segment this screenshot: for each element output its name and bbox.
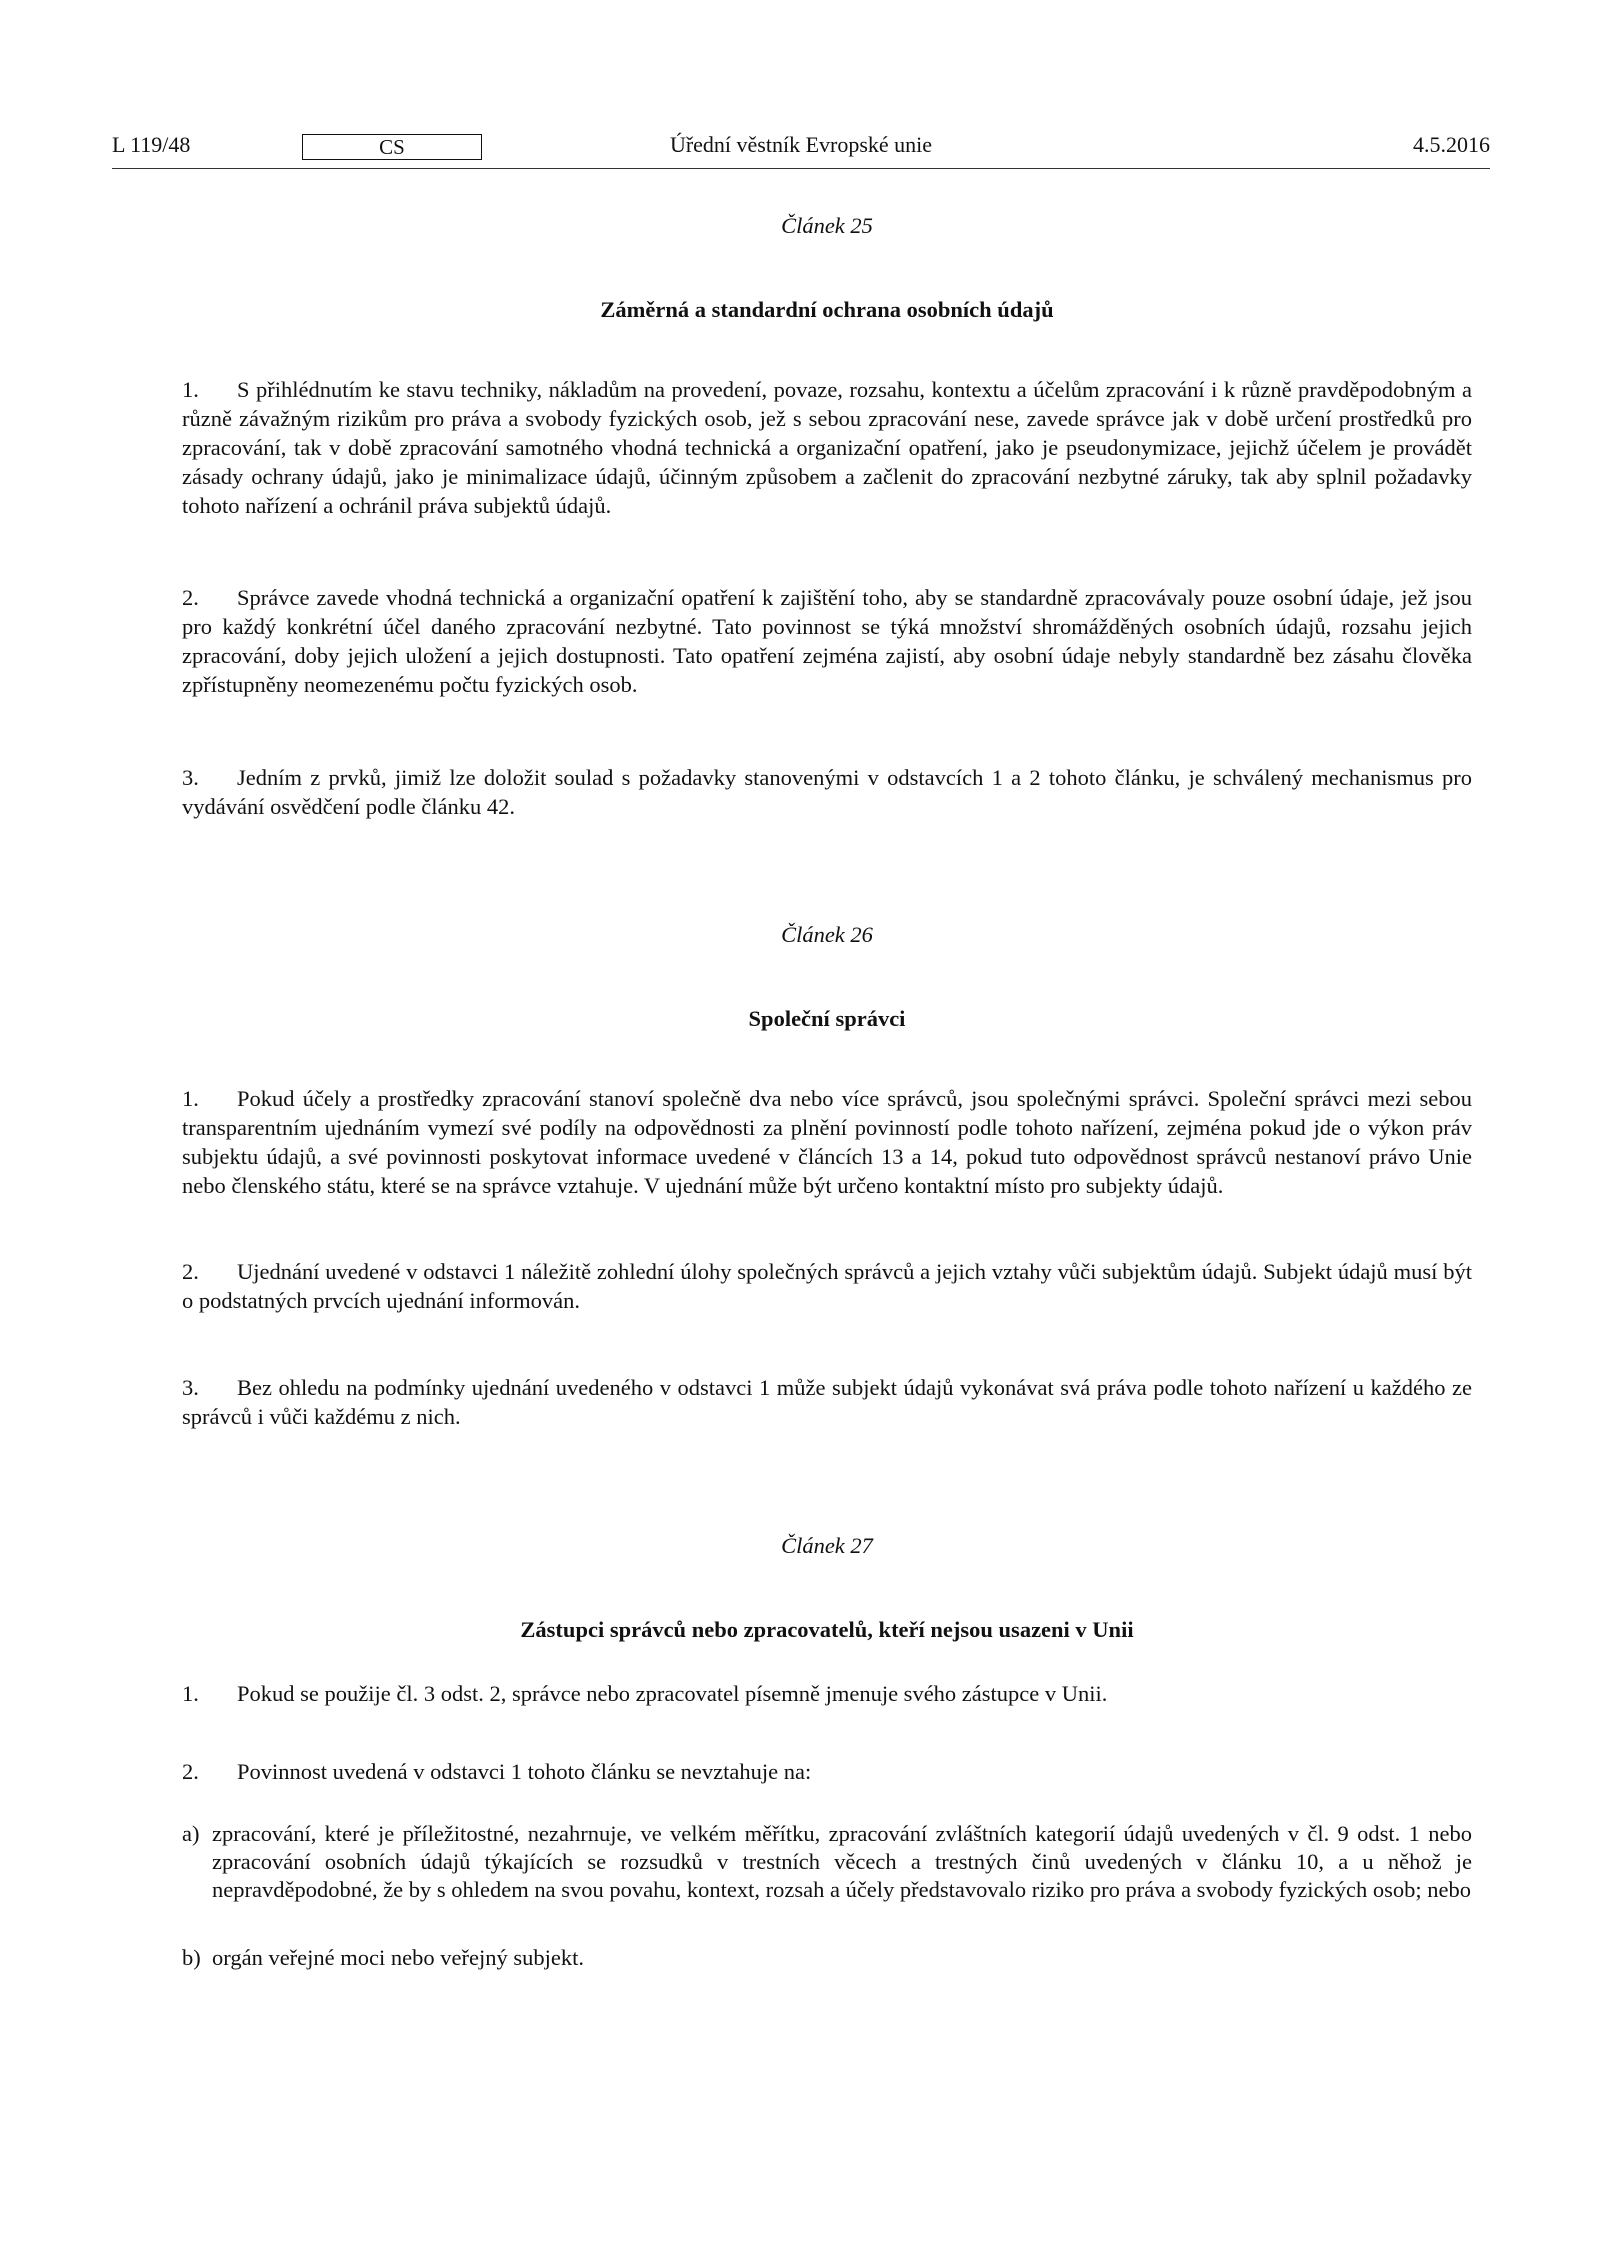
language-badge: CS (302, 134, 482, 160)
paragraph (182, 763, 1472, 821)
paragraph-text: Pokud účely a prostředky zpracování stanoví společně dva nebo více správců, jsou společnými správci. Společní správci mezi sebou transparentním ujednáním vymezí své podíly na odpovědnosti za plnění povinností podle tohoto nařízení, zejména pokud jde o výkon práv subjektu údajů, a své povinnosti poskytovat informace uvedené v článcích 13 a 14, pokud tuto odpovědnost správců nestanoví právo Unie nebo členského státu, které se na správce vztahuje. V ujednání může být určeno kontaktní místo pro subjekty údajů. (182, 1086, 1472, 1198)
paragraph-number: 2. (182, 1759, 199, 1784)
list-item-text: zpracování, které je příležitostné, nezahrnuje, ve velkém měřítku, zpracování zvláštních kategorií údajů uvedených v čl. 9 odst. 1 nebo zpracování osobních údajů týkajících se rozsudků v trestních věcech a trestných činů uvedených v článku 10, a u něhož je nepravděpodobné, že by s ohledem na svou povahu, kontext, rozsah a účely představovalo riziko pro práva a svobody fyzických osob; nebo (212, 1821, 1472, 1902)
list-item-label: a) (182, 1821, 200, 1846)
publication-date: 4.5.2016 (1413, 132, 1490, 157)
paragraph-number: 1. (182, 1086, 199, 1111)
paragraph (182, 1757, 1472, 1786)
paragraph-text: Povinnost uvedená v odstavci 1 tohoto článku se nevztahuje na: (237, 1759, 812, 1784)
paragraph-number: 1. (182, 1681, 199, 1706)
paragraph-text: Jedním z prvků, jimiž lze doložit soulad s požadavky stanovenými v odstavcích 1 a 2 tohoto článku, je schválený mechanismus pro vydávání osvědčení podle článku 42. (182, 765, 1472, 819)
list-item (182, 1944, 1472, 1972)
paragraph-text: S přihlédnutím ke stavu techniky, nákladům na provedení, povaze, rozsahu, kontextu a účelům zpracování i k různě pravděpodobným a různě závažným rizikům pro práva a svobody fyzických osob, jež s sebou zpracování nese, zavede správce jak v době určení prostředků pro zpracování, tak v době zpracování samotného vhodná technická a organizační opatření, jako je pseudonymizace, jejichž účelem je provádět zásady ochrany údajů, jako je minimalizace údajů, účinným způsobem a začlenit do zpracování nezbytné záruky, tak aby splnil požadavky tohoto nařízení a ochránil práva subjektů údajů. (182, 377, 1472, 518)
paragraph (182, 1373, 1472, 1431)
paragraph (182, 375, 1472, 520)
article-number: Článek 27 (781, 1533, 873, 1558)
article-number: Článek 25 (781, 213, 873, 238)
paragraph-number: 2. (182, 1259, 199, 1284)
paragraph (182, 1679, 1472, 1708)
paragraph-number: 1. (182, 377, 199, 402)
page-header (112, 128, 1490, 169)
paragraph (182, 1084, 1472, 1200)
paragraph-text: Bez ohledu na podmínky ujednání uvedeného v odstavci 1 může subjekt údajů vykonávat svá práva podle tohoto nařízení u každého ze správců i vůči každému z nich. (182, 1375, 1472, 1429)
document-body (182, 198, 1472, 1972)
oj-reference: L 119/48 (112, 132, 191, 157)
list-item-text: orgán veřejné moci nebo veřejný subjekt. (212, 1945, 584, 1970)
paragraph (182, 1257, 1472, 1315)
article-number: Článek 26 (781, 922, 873, 947)
paragraph-text: Ujednání uvedené v odstavci 1 náležitě zohlední úlohy společných správců a jejich vztahy vůči subjektům údajů. Subjekt údajů musí být o podstatných prvcích ujednání informován. (182, 1259, 1472, 1313)
list-item-label: b) (182, 1945, 201, 1970)
paragraph-number: 3. (182, 1375, 199, 1400)
paragraph (182, 583, 1472, 699)
paragraph-number: 3. (182, 765, 199, 790)
article-title: Společní správci (748, 1006, 906, 1031)
article-title: Záměrná a standardní ochrana osobních údajů (600, 297, 1054, 322)
paragraph-number: 2. (182, 585, 199, 610)
paragraph-text: Správce zavede vhodná technická a organizační opatření k zajištění toho, aby se standardně zpracovávaly pouze osobní údaje, jež jsou pro každý konkrétní účel daného zpracování nezbytné. Tato povinnost se týká množství shromážděných osobních údajů, rozsahu jejich zpracování, doby jejich uložení a jejich dostupnosti. Tato opatření zejména zajistí, aby osobní údaje nebyly standardně bez zásahu člověka zpřístupněny neomezenému počtu fyzických osob. (182, 585, 1472, 697)
list-item (182, 1820, 1472, 1904)
journal-title: Úřední věstník Evropské unie (669, 132, 933, 157)
paragraph-text: Pokud se použije čl. 3 odst. 2, správce nebo zpracovatel písemně jmenuje svého zástupce v Unii. (237, 1681, 1108, 1706)
article-title: Zástupci správců nebo zpracovatelů, kteří nejsou usazeni v Unii (520, 1617, 1134, 1642)
